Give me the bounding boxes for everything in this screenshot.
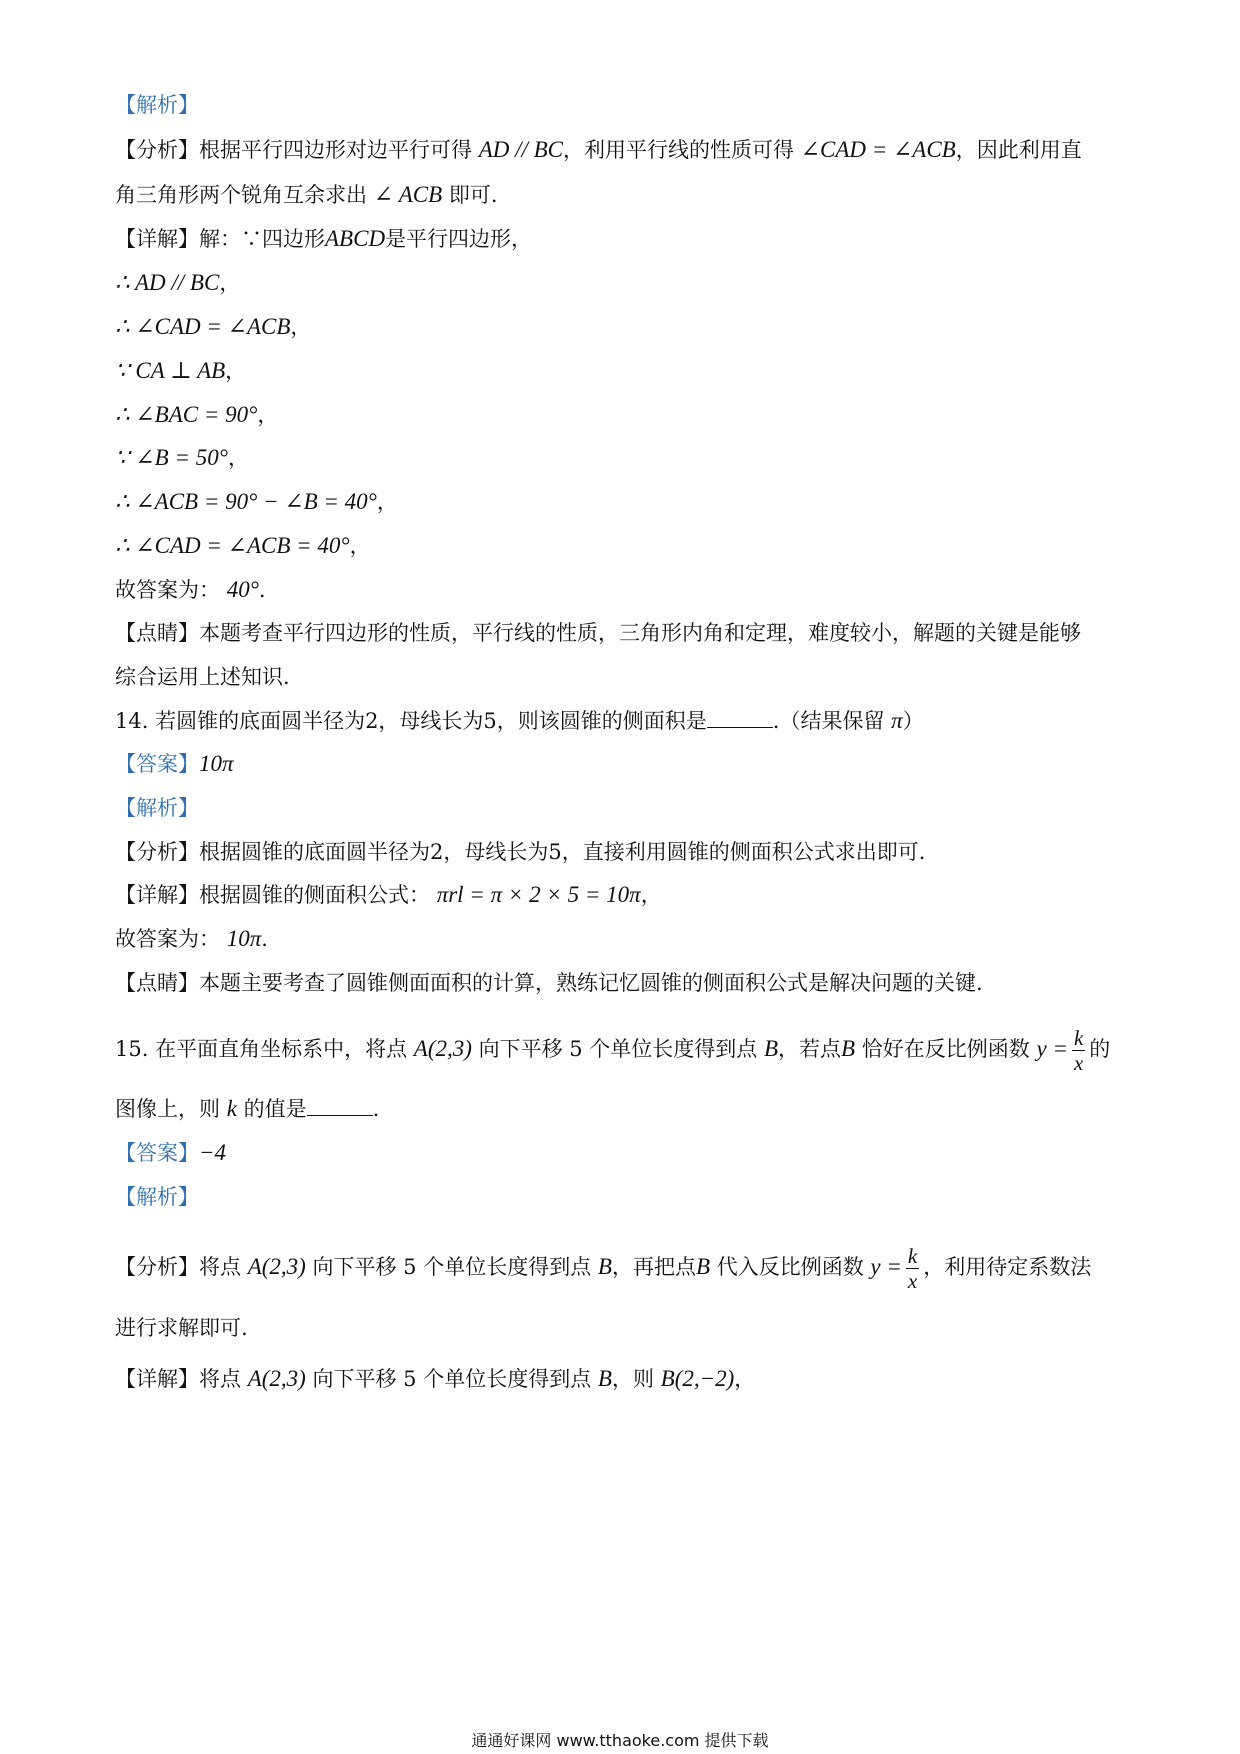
math: B(2,−2)	[660, 1366, 735, 1391]
math: y =	[870, 1254, 902, 1279]
question-15	[115, 1022, 1130, 1076]
answer-blank	[707, 707, 773, 728]
math: 10π	[199, 751, 234, 776]
math: AD // BC	[478, 137, 564, 162]
text: 根据圆锥的侧面积公式：	[199, 883, 430, 907]
analysis-line	[115, 135, 1130, 165]
text: 进行求解即可.	[115, 1316, 248, 1340]
math: πrl = π × 2 × 5 = 10π	[436, 882, 641, 907]
text: 解：∵四边形	[199, 227, 325, 251]
math: 10π	[226, 926, 262, 951]
text: 故答案为：	[115, 927, 220, 951]
text: 的值是	[243, 1097, 307, 1121]
math: A(2,3)	[413, 1036, 472, 1061]
answer-blank	[307, 1095, 373, 1116]
text: 图像上，则	[115, 1097, 220, 1121]
text: 恰好在反比例函数	[861, 1037, 1030, 1061]
answer-15	[115, 1138, 1130, 1168]
text: ，	[349, 534, 371, 558]
text: 向下平移 5 个单位长度得到点	[312, 1367, 592, 1391]
text: .	[372, 1097, 380, 1121]
text: ，	[225, 359, 247, 383]
math: ∴ ∠CAD = ∠ACB	[115, 314, 291, 339]
math: B	[841, 1036, 856, 1061]
label: 【答案】	[115, 1141, 199, 1165]
text: 向下平移 5 个单位长度得到点	[478, 1037, 758, 1061]
label: 【分析】	[115, 1255, 199, 1279]
question-14	[115, 706, 1130, 736]
text: .	[261, 927, 268, 951]
text: 综合运用上述知识.	[115, 665, 290, 689]
proof-step	[115, 487, 1130, 517]
text: .	[258, 578, 266, 602]
analysis-line	[115, 837, 1130, 867]
math: ∴ ∠ACB = 90° − ∠B = 40°	[115, 489, 377, 514]
text: 本题主要考查了圆锥侧面面积的计算，熟练记忆圆锥的侧面积公式是解决问题的关键.	[199, 971, 983, 995]
analysis-heading-15	[115, 1182, 1130, 1212]
text: ，利用平行线的性质可得	[563, 138, 795, 162]
text: ，	[219, 271, 241, 295]
text: 代入反比例函数	[716, 1255, 864, 1279]
label: 【答案】	[115, 752, 199, 776]
comment-line	[115, 968, 1130, 998]
answer-14	[115, 749, 1130, 779]
text: ，	[290, 315, 312, 339]
text: ，因此利用直	[955, 138, 1082, 162]
label: 【详解】	[115, 227, 199, 251]
label: 【详解】	[115, 883, 199, 907]
detail-line	[115, 880, 1130, 910]
text: 即可.	[448, 183, 498, 207]
label: 【分析】	[115, 840, 199, 864]
math: A(2,3)	[247, 1366, 306, 1391]
math: 40°	[226, 577, 259, 602]
label: 【解析】	[115, 796, 199, 820]
analysis-line-cont	[115, 180, 1130, 210]
math: B	[597, 1254, 612, 1279]
analysis-heading-14	[115, 793, 1130, 823]
text: ，	[734, 1367, 756, 1391]
label: 【详解】	[115, 1367, 199, 1391]
label: 【分析】	[115, 138, 199, 162]
proof-step	[115, 400, 1130, 430]
comment-line-cont	[115, 662, 1130, 692]
math: ∠ ACB	[373, 182, 443, 207]
math: A(2,3)	[247, 1254, 306, 1279]
math: ∵ CA ⊥ AB	[115, 358, 226, 383]
text: .（结果保留	[772, 709, 885, 733]
text: ，利用待定系数法	[923, 1255, 1092, 1279]
text: 15. 在平面直角坐标系中，将点	[115, 1037, 408, 1061]
math: ∴ ∠BAC = 90°	[115, 402, 258, 427]
text: ，再把点	[611, 1255, 696, 1279]
math: ∴ ∠CAD = ∠ACB = 40°	[115, 533, 350, 558]
label: 【点睛】	[115, 621, 199, 645]
analysis-line-cont	[115, 1313, 1130, 1343]
math: π	[891, 708, 903, 733]
answer-statement	[115, 575, 1130, 605]
label: 【解析】	[115, 93, 199, 117]
text: 本题考查平行四边形的性质，平行线的性质，三角形内角和定理，难度较小，解题的关键是能够	[199, 621, 1081, 645]
math: y =	[1036, 1036, 1068, 1061]
label: 【点睛】	[115, 971, 199, 995]
math: ABCD	[325, 226, 386, 251]
text: ，	[257, 403, 279, 427]
math: B	[695, 1254, 711, 1279]
page-footer: 通通好课网 www.tthaoke.com 提供下载	[471, 1731, 769, 1750]
comment-line	[115, 618, 1130, 648]
text: 将点	[199, 1367, 241, 1391]
proof-step	[115, 443, 1130, 473]
text: 角三角形两个锐角互余求出	[115, 183, 367, 207]
math: k	[226, 1096, 237, 1121]
text: 根据圆锥的底面圆半径为2，母线长为5，直接利用圆锥的侧面积公式求出即可.	[199, 840, 926, 864]
text: 14. 若圆锥的底面圆半径为2，母线长为5，则该圆锥的侧面积是	[115, 709, 707, 733]
denominator: x	[1073, 1051, 1084, 1075]
text: 故答案为：	[115, 578, 220, 602]
fraction	[1072, 1026, 1085, 1075]
analysis-line	[115, 1240, 1130, 1294]
proof-step	[115, 268, 1130, 298]
answer-statement	[115, 924, 1130, 954]
proof-step	[115, 531, 1130, 561]
math: −4	[199, 1140, 227, 1165]
text: 是平行四边形，	[385, 227, 533, 251]
math: B	[597, 1366, 612, 1391]
fraction	[906, 1244, 919, 1293]
math: ∠CAD = ∠ACB	[800, 137, 956, 162]
denominator: x	[907, 1269, 918, 1293]
analysis-heading-13	[115, 90, 1130, 120]
text: ）	[902, 709, 924, 733]
text: ，	[640, 883, 662, 907]
math: B	[763, 1036, 779, 1061]
numerator: k	[1073, 1026, 1084, 1050]
math: ∵ ∠B = 50°	[115, 445, 228, 470]
text: ，	[376, 490, 398, 514]
text: 将点	[199, 1255, 241, 1279]
text: ，	[227, 446, 249, 470]
text: 根据平行四边形对边平行可得	[199, 138, 472, 162]
detail-line	[115, 1364, 1130, 1394]
text: ，若点	[778, 1037, 842, 1061]
numerator: k	[907, 1244, 918, 1268]
proof-step	[115, 356, 1130, 386]
detail-line	[115, 224, 1130, 254]
math: ∴ AD // BC	[115, 270, 220, 295]
question-15-cont	[115, 1094, 1130, 1124]
text: ，则	[611, 1367, 654, 1391]
text: 的	[1089, 1037, 1111, 1061]
proof-step	[115, 312, 1130, 342]
text: 向下平移 5 个单位长度得到点	[312, 1255, 592, 1279]
label: 【解析】	[115, 1185, 199, 1209]
